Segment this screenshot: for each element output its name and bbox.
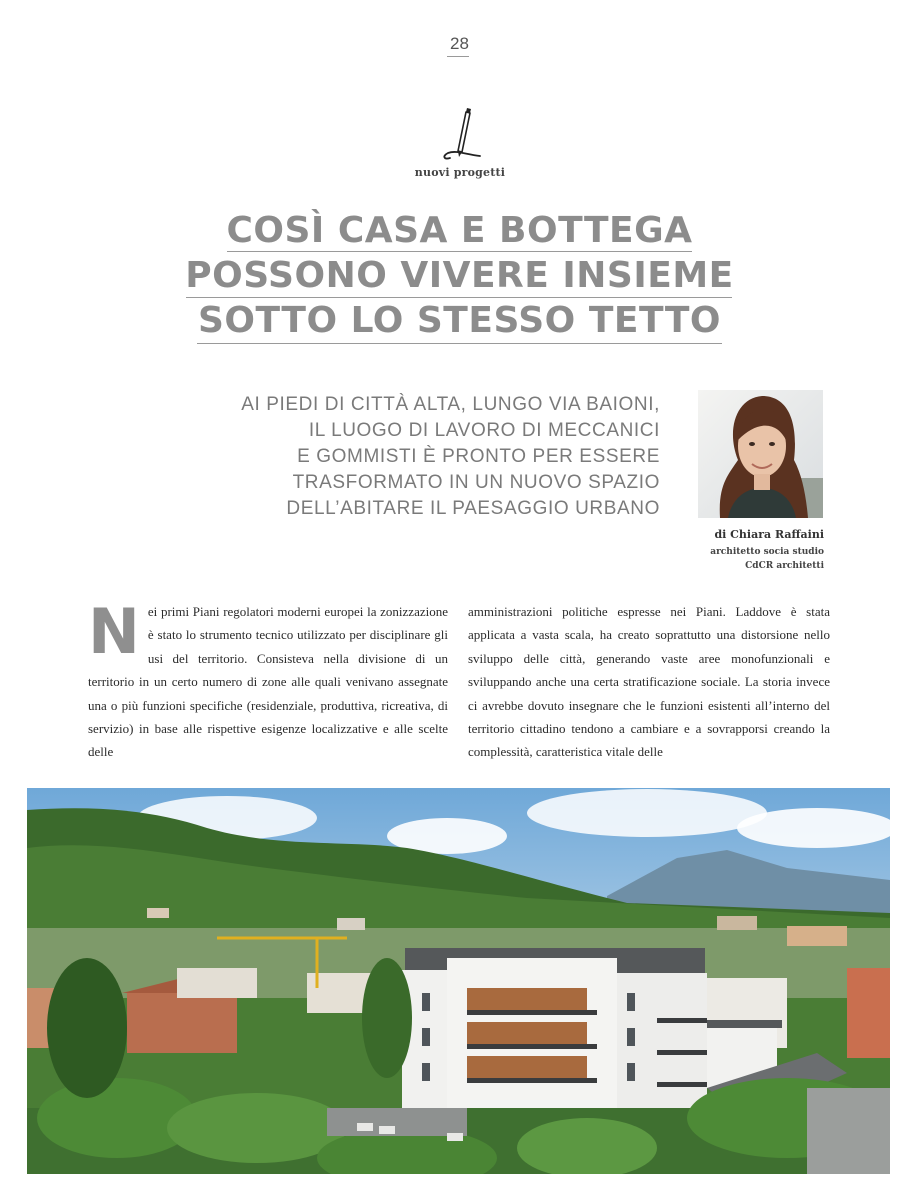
author-role-line: architetto socia studio: [710, 547, 824, 557]
article-title: [0, 208, 919, 343]
building-rendering-photo: [27, 788, 890, 1174]
body-column-right: [468, 600, 830, 770]
subtitle-line: TRASFORMATO IN UN NUOVO SPAZIO: [292, 472, 660, 493]
title-rule: [227, 251, 692, 252]
subtitle-line: E GOMMISTI È PRONTO PER ESSERE: [297, 446, 660, 467]
title-rule: [197, 343, 722, 344]
author-role: [640, 545, 824, 573]
title-line: SOTTO LO STESSO TETTO: [197, 300, 722, 341]
page-number: 28: [450, 34, 469, 53]
body-text-right: amministrazioni politiche espresse nei Piani. Laddove è stata applicata a vasta scala, ha creato soprattutto una distorsione nello sviluppo delle città, generando vaste aree monofunzionali e sviluppando anche una certa stratificazione sociale. La storia invece ci avrebbe dovuto insegnare che le funzioni esistenti all’interno del territorio cittadino tendono a cambiare e a sovrapporsi creando la complessità, caratteristica vitale delle: [468, 604, 830, 760]
page-number-rule: [447, 56, 469, 57]
author-portrait: [698, 390, 823, 518]
body-column-left: [88, 595, 448, 770]
body-text-left: ei primi Piani regolatori moderni europei la zonizzazione è stato lo strumento tecnico utilizzato per disciplinare gli usi del territorio. Consisteva nella divisione di un territorio in un certo numero di zone alle quali venivano assegnate una o più funzioni specifiche (residenziale, produttiva, ricreativa, di servizio) in base alle rispettive esigenze localizzative e alle scelte delle: [88, 604, 448, 760]
title-line: POSSONO VIVERE INSIEME: [185, 255, 734, 296]
drop-cap: N: [88, 595, 140, 668]
title-rule: [186, 297, 732, 298]
subtitle-line: AI PIEDI DI CITTÀ ALTA, LUNGO VIA BAIONI,: [241, 394, 660, 415]
title-line: COSÌ CASA E BOTTEGA: [226, 210, 693, 251]
author-role-line: CdCR architetti: [745, 561, 824, 571]
section-label: nuovi progetti: [414, 166, 506, 179]
subtitle-line: DELL’ABITARE IL PAESAGGIO URBANO: [286, 498, 660, 519]
author-name: di Chiara Raffaini: [714, 528, 824, 541]
subtitle-line: IL LUOGO DI LAVORO DI MECCANICI: [308, 420, 660, 441]
pen-icon: [436, 106, 486, 164]
article-subtitle: [150, 392, 660, 522]
